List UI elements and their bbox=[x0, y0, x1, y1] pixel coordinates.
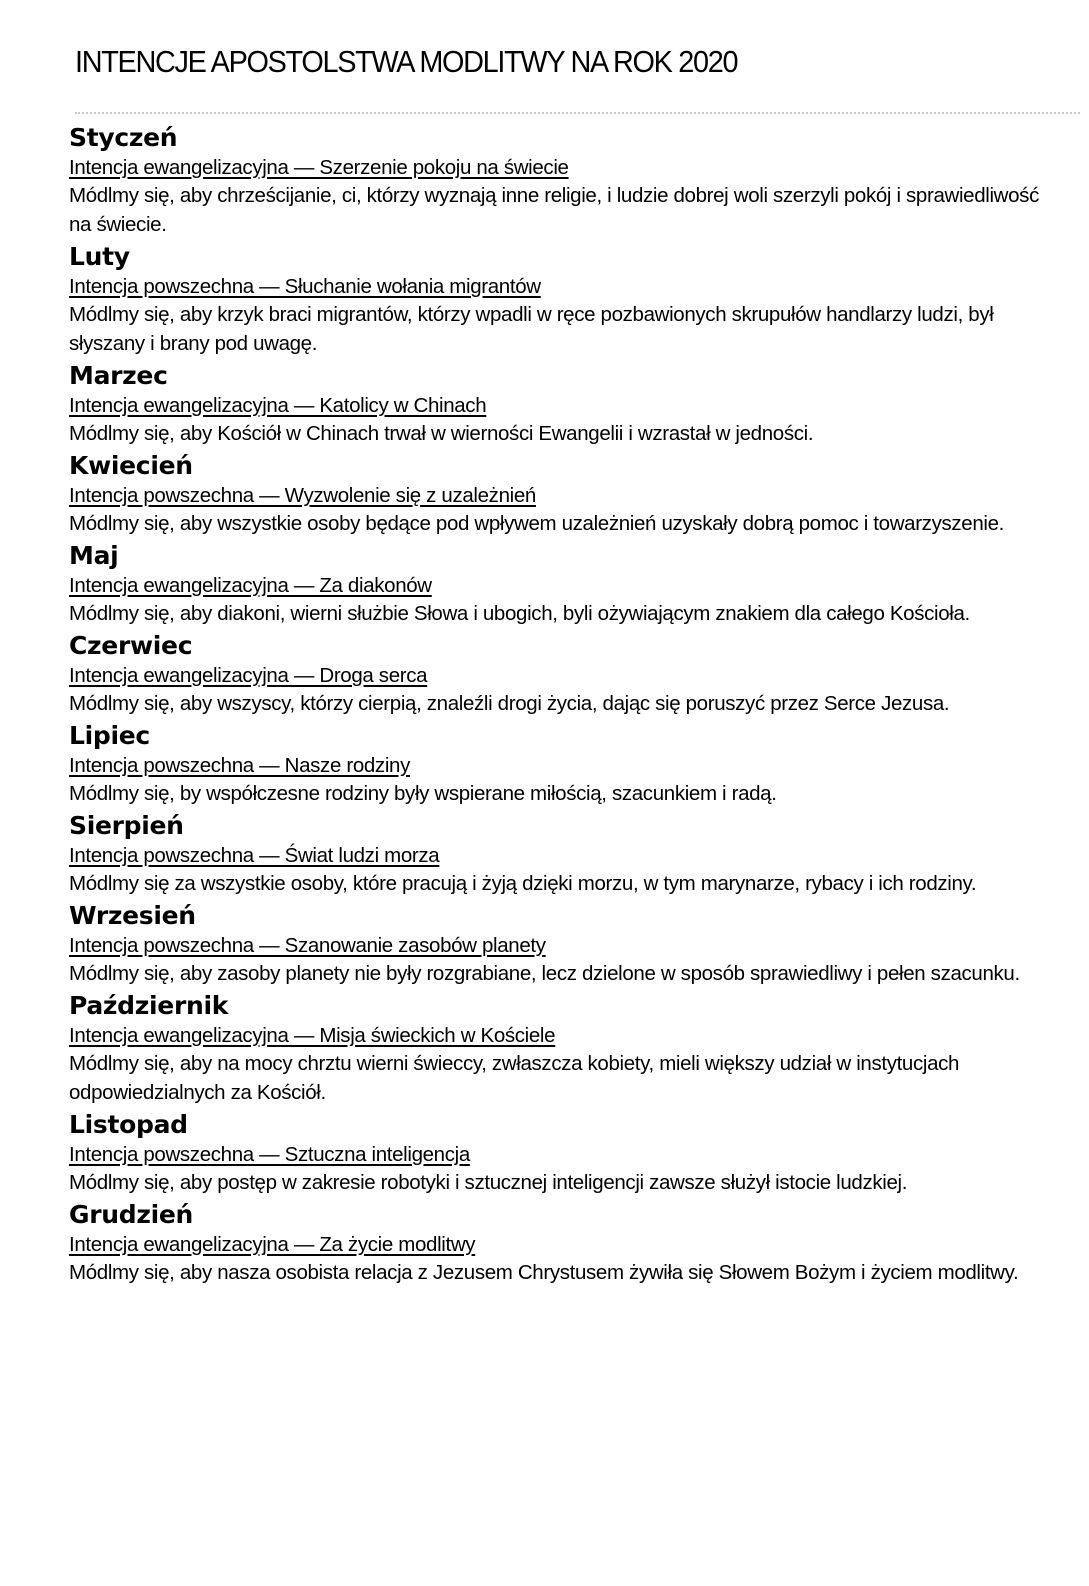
month-entry bbox=[69, 898, 1079, 988]
month-entry bbox=[69, 718, 1079, 808]
month-entry bbox=[69, 1107, 1079, 1197]
intention-title: Intencja powszechna — Nasze rodziny bbox=[69, 754, 410, 777]
intention-description: Módlmy się, aby chrześcijanie, ci, którzy wyznają inne religie, i ludzie dobrej woli szerzyli pokój i sprawiedliwość na świecie. bbox=[69, 184, 1039, 236]
intention-title: Intencja ewangelizacyjna — Za diakonów bbox=[69, 574, 432, 597]
intention-description: Módlmy się, aby wszystkie osoby będące pod wpływem uzależnień uzyskały dobrą pomoc i towarzyszenie. bbox=[69, 512, 1004, 535]
intention-title: Intencja powszechna — Świat ludzi morza bbox=[69, 844, 440, 867]
month-heading: Grudzień bbox=[69, 1200, 194, 1229]
month-heading: Luty bbox=[69, 242, 130, 271]
dotted-divider bbox=[75, 112, 1080, 114]
month-heading: Kwiecień bbox=[69, 451, 193, 480]
month-heading: Listopad bbox=[69, 1110, 188, 1139]
intentions-list bbox=[69, 120, 1079, 1287]
intention-title: Intencja ewangelizacyjna — Za życie modlitwy bbox=[69, 1233, 476, 1256]
intention-description: Módlmy się, aby nasza osobista relacja z Jezusem Chrystusem żywiła się Słowem Bożym i życiem modlitwy. bbox=[69, 1261, 1019, 1284]
intention-title: Intencja powszechna — Słuchanie wołania migrantów bbox=[69, 275, 541, 298]
month-heading: Czerwiec bbox=[69, 631, 193, 660]
intention-title: Intencja ewangelizacyjna — Katolicy w Chinach bbox=[69, 394, 487, 417]
month-heading: Maj bbox=[69, 541, 119, 570]
month-heading: Marzec bbox=[69, 361, 168, 390]
month-entry bbox=[69, 808, 1079, 898]
month-entry bbox=[69, 448, 1079, 538]
intention-title: Intencja powszechna — Szanowanie zasobów planety bbox=[69, 934, 546, 957]
intention-title: Intencja ewangelizacyjna — Szerzenie pokoju na świecie bbox=[69, 156, 569, 179]
month-entry bbox=[69, 239, 1079, 358]
month-heading: Sierpień bbox=[69, 811, 184, 840]
intention-description: Módlmy się, aby Kościół w Chinach trwał w wierności Ewangelii i wzrastał w jedności. bbox=[69, 422, 814, 445]
month-entry bbox=[69, 988, 1079, 1107]
month-entry bbox=[69, 120, 1079, 239]
month-heading: Wrzesień bbox=[69, 901, 196, 930]
month-heading: Październik bbox=[69, 991, 229, 1020]
month-entry bbox=[69, 1197, 1079, 1287]
intention-title: Intencja powszechna — Wyzwolenie się z uzależnień bbox=[69, 484, 536, 507]
month-entry bbox=[69, 538, 1079, 628]
intention-description: Módlmy się, aby na mocy chrztu wierni świeccy, zwłaszcza kobiety, mieli większy udział w instytucjach odpowiedzialnych za Kościół. bbox=[69, 1052, 960, 1104]
intention-description: Módlmy się, by współczesne rodziny były wspierane miłością, szacunkiem i radą. bbox=[69, 782, 777, 805]
intention-title: Intencja ewangelizacyjna — Droga serca bbox=[69, 664, 428, 687]
intention-description: Módlmy się, aby diakoni, wierni służbie Słowa i ubogich, byli ożywiającym znakiem dla całego Kościoła. bbox=[69, 602, 970, 625]
intention-description: Módlmy się za wszystkie osoby, które pracują i żyją dzięki morzu, w tym marynarze, rybacy i ich rodziny. bbox=[69, 872, 977, 895]
intention-description: Módlmy się, aby wszyscy, którzy cierpią, znaleźli drogi życia, dając się poruszyć przez Serce Jezusa. bbox=[69, 692, 950, 715]
month-entry bbox=[69, 358, 1079, 448]
intention-description: Módlmy się, aby zasoby planety nie były rozgrabiane, lecz dzielone w sposób sprawiedliwy i pełen szacunku. bbox=[69, 962, 1020, 985]
month-heading: Styczeń bbox=[69, 123, 178, 152]
intention-title: Intencja powszechna — Sztuczna inteligencja bbox=[69, 1143, 470, 1166]
intention-title: Intencja ewangelizacyjna — Misja świeckich w Kościele bbox=[69, 1024, 556, 1047]
month-heading: Lipiec bbox=[69, 721, 150, 750]
intention-description: Módlmy się, aby postęp w zakresie robotyki i sztucznej inteligencji zawsze służył istocie ludzkiej. bbox=[69, 1171, 908, 1194]
month-entry bbox=[69, 628, 1079, 718]
intention-description: Módlmy się, aby krzyk braci migrantów, którzy wpadli w ręce pozbawionych skrupułów handlarzy ludzi, był słyszany i brany pod uwagę. bbox=[69, 303, 994, 355]
page-title: INTENCJE APOSTOLSTWA MODLITWY NA ROK 2020 bbox=[75, 44, 738, 79]
